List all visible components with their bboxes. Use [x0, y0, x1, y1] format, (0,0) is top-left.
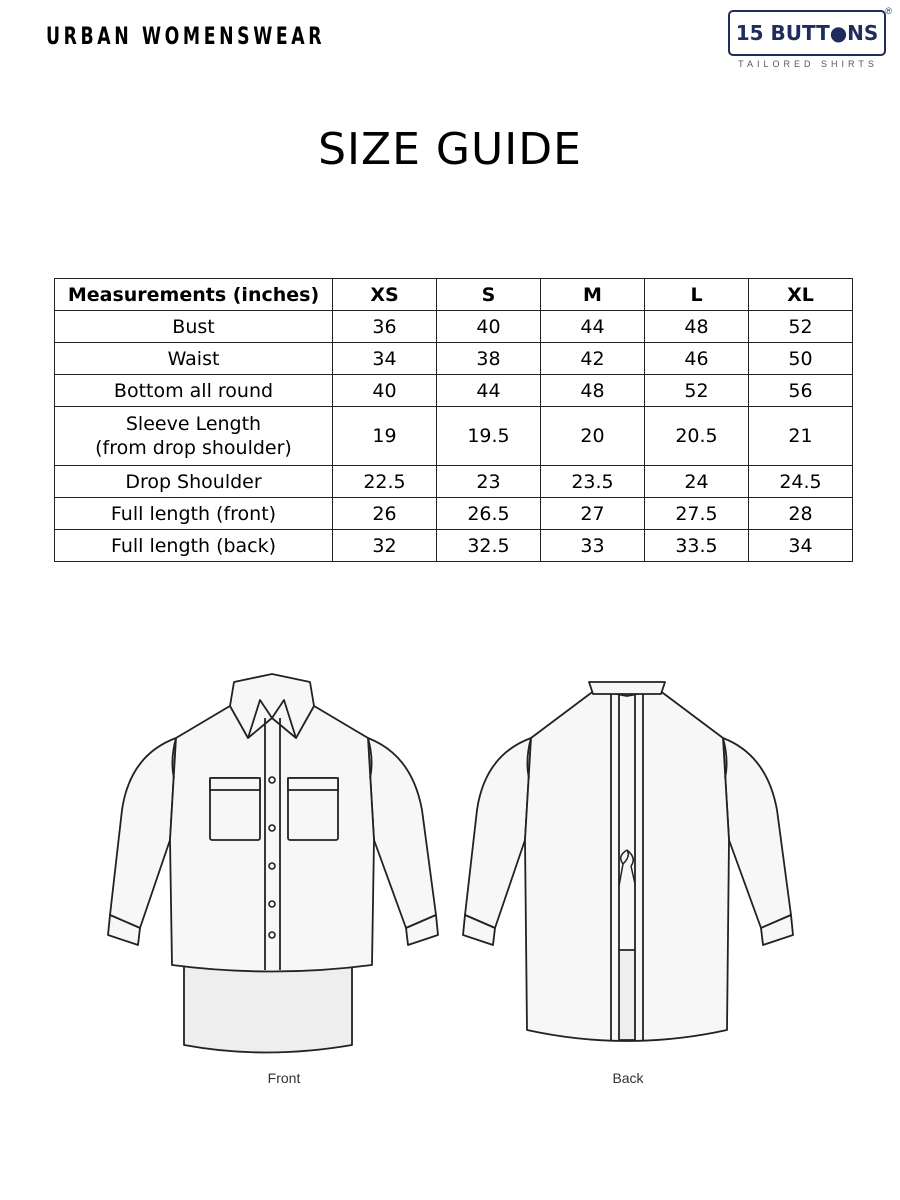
table-row — [55, 343, 853, 375]
table-cell: 27 — [541, 498, 645, 530]
header-cell-size: S — [437, 279, 541, 311]
header-cell-size: XS — [333, 279, 437, 311]
table-cell: 38 — [437, 343, 541, 375]
table-cell: 44 — [541, 311, 645, 343]
size-table — [54, 278, 853, 562]
table-cell: 28 — [749, 498, 853, 530]
table-cell: 26.5 — [437, 498, 541, 530]
table-cell: 20.5 — [645, 407, 749, 466]
table-row — [55, 498, 853, 530]
logo-box — [728, 10, 886, 56]
header-cell-size: L — [645, 279, 749, 311]
table-cell: 50 — [749, 343, 853, 375]
table-cell: 21 — [749, 407, 853, 466]
table-cell: 22.5 — [333, 466, 437, 498]
table-cell: 24.5 — [749, 466, 853, 498]
header-cell-size: M — [541, 279, 645, 311]
brand-logo — [724, 6, 900, 72]
table-cell: 33 — [541, 530, 645, 562]
table-cell: 23.5 — [541, 466, 645, 498]
row-label: Full length (front) — [55, 498, 333, 530]
shirt-front-sketch — [100, 660, 445, 1060]
back-caption: Back — [612, 1070, 644, 1086]
row-label-line1: Sleeve Length — [125, 413, 262, 435]
table-cell: 23 — [437, 466, 541, 498]
table-cell: 33.5 — [645, 530, 749, 562]
row-label: Waist — [55, 343, 333, 375]
header-cell-measurements: Measurements (inches) — [55, 279, 333, 311]
table-cell: 40 — [333, 375, 437, 407]
table-cell: 27.5 — [645, 498, 749, 530]
row-label: Drop Shoulder — [55, 466, 333, 498]
table-cell: 19 — [333, 407, 437, 466]
table-row — [55, 311, 853, 343]
table-row — [55, 466, 853, 498]
table-cell: 26 — [333, 498, 437, 530]
table-cell: 24 — [645, 466, 749, 498]
table-cell: 44 — [437, 375, 541, 407]
table-cell: 32 — [333, 530, 437, 562]
header-cell-size: XL — [749, 279, 853, 311]
table-cell: 46 — [645, 343, 749, 375]
table-row — [55, 375, 853, 407]
row-label: Bottom all round — [55, 375, 333, 407]
table-cell: 40 — [437, 311, 541, 343]
table-header-row — [55, 279, 853, 311]
table-row — [55, 407, 853, 466]
page-title: SIZE GUIDE — [318, 124, 582, 175]
logo-tagline: TAILORED SHIRTS — [738, 59, 878, 69]
table-cell: 48 — [645, 311, 749, 343]
row-label: Full length (back) — [55, 530, 333, 562]
table-cell: 56 — [749, 375, 853, 407]
row-label — [55, 407, 333, 466]
row-label: Bust — [55, 311, 333, 343]
table-cell: 20 — [541, 407, 645, 466]
registered-mark: ® — [885, 6, 892, 16]
table-cell: 34 — [333, 343, 437, 375]
table-cell: 48 — [541, 375, 645, 407]
table-cell: 36 — [333, 311, 437, 343]
size-table-container — [54, 278, 853, 562]
table-cell: 52 — [645, 375, 749, 407]
table-cell: 32.5 — [437, 530, 541, 562]
table-cell: 42 — [541, 343, 645, 375]
table-row — [55, 530, 853, 562]
collection-name: URBAN WOMENSWEAR — [46, 22, 326, 50]
logo-name: 15 BUTT●NS — [735, 21, 879, 45]
table-cell: 34 — [749, 530, 853, 562]
row-label-line2: (from drop shoulder) — [95, 437, 292, 459]
shirt-back-sketch — [455, 660, 800, 1060]
table-cell: 52 — [749, 311, 853, 343]
front-caption: Front — [267, 1070, 301, 1086]
table-cell: 19.5 — [437, 407, 541, 466]
